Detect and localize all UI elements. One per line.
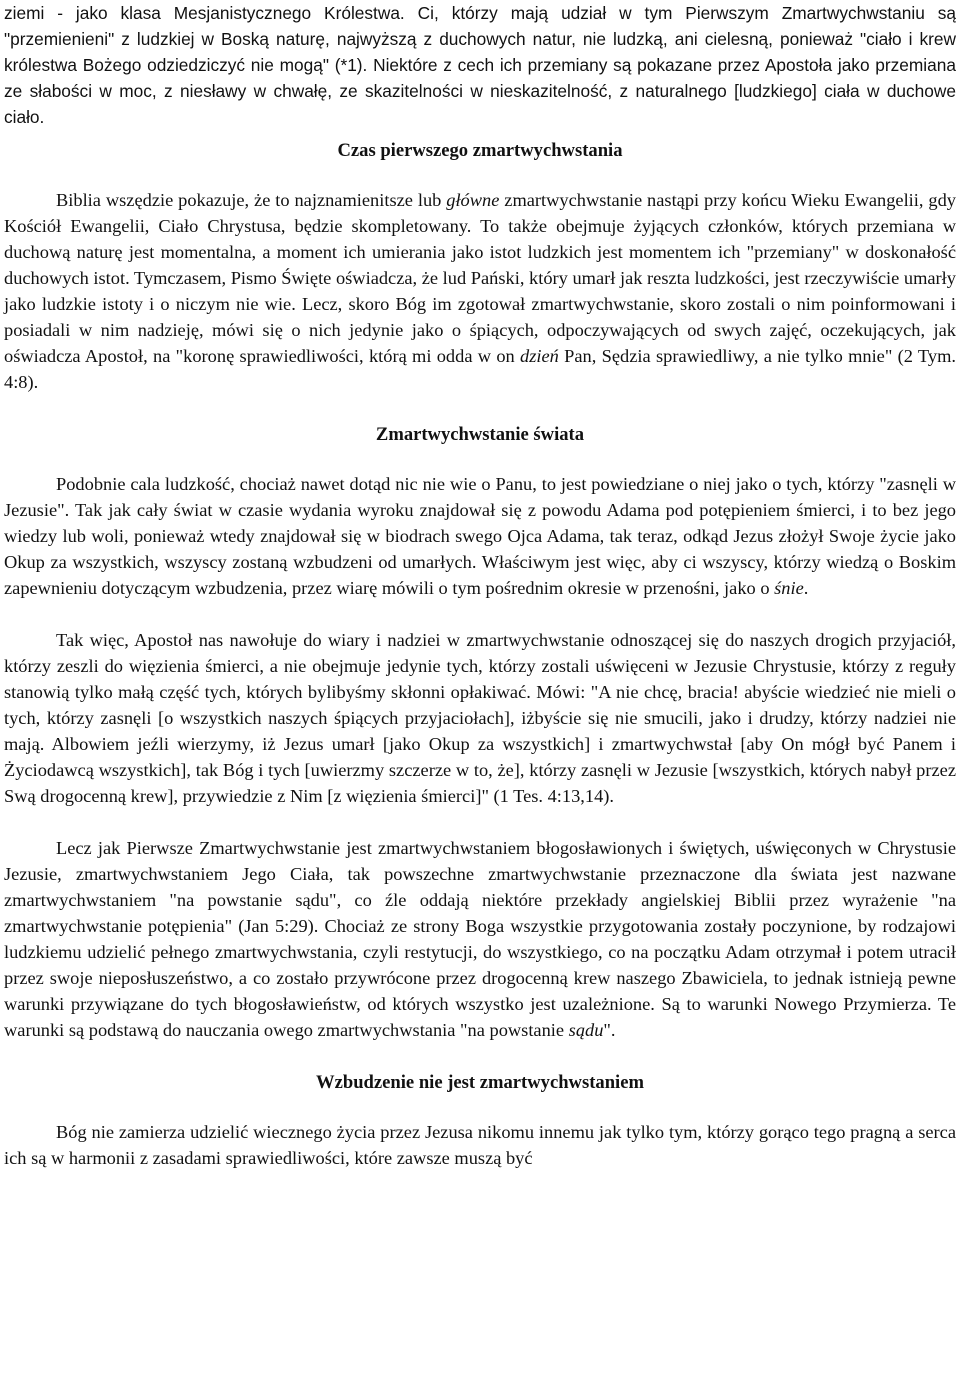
paragraph-intro [4,0,956,130]
paragraph-intro-part1: ziemi - jako klasa Mesjanistycznego Królestwa. Ci, którzy mają udział w tym Pierwszym Zmartwychwstaniu są "przemienieni" z ludzkiej w Boską naturę, najwyższą z duchowych natur, nie ludzką, ani cielesną, ponieważ "ciało i krew królestwa Bożego odziedziczyć nie mogą" (*1). [4,3,956,75]
paragraph-judgment-resurrection [4,835,956,1043]
text-span: Biblia wszędzie pokazuje, że to najznamienitsze lub [56,190,447,210]
document-page [4,0,956,1171]
section-heading-world-resurrection: Zmartwychwstanie świata [375,424,585,445]
paragraph-first-resurrection [4,187,956,395]
emphasis-glowne: główne [446,190,500,210]
paragraph-apostle-exhortation: Tak więc, Apostoł nas nawołuje do wiary i nadziei w zmartwychwstanie odnoszącej się do naszych drogich przyjaciół, którzy zeszli do więzienia śmierci, a nie obejmuje jedynie tych, którzy zostali uświęceni w Jezusie Chrystusie, którzy z reguły stanowią tylko małą część tych, których bylibyśmy skłonni opłakiwać. Mówi: "A nie chcę, bracia! abyście wiedzieć nie mieli o tych, którzy zasnęli [o wszystkich naszych śpiących przyjaciołach], iżbyście się nie smucili, jako i drudzy, którzy nadziei nie mają. Albowiem jeźli wierzymy, iż Jezus umarł [jako Okup za wszystkich] i zmartwychwstał [aby On mógł być Panem i Życiodawcą wszystkich], tak Bóg i tych [uwierzmy szczerze w to, że], którzy zasnęli w Jezusie [wszystkich, których nabył przez Swą drogocenną krew], przywiedzie z Nim [z więzienia śmierci]" (1 Tes. 4:13,14). [4,630,956,806]
emphasis-snie: śnie [774,578,804,598]
text-span: Lecz jak Pierwsze Zmartwychwstanie jest zmartwychwstaniem błogosławionych i świętych, uświęconych w Chrystusie Jezusie, zmartwychwstaniem Jego Ciała, tak powszechne zmartwychwstanie przeznaczone dla świata jest nazwane zmartwychwstaniem "na powstanie sądu", co źle oddają niektóre przekłady angielskiej Biblii przez wyrażenie "na zmartwychwstanie potępienia" (Jan 5:29). Chociaż ze strony Boga wszystkie przygotowania zostały poczynione, by rodzajowi ludzkiemu udzielić pełnego zmartwychwstania, czyli restytucji, do wszystkiego, co na początku Adam otrzymał i potem utracił przez swoje nieposłuszeństwo, a co zostało przywrócone przez drogocenną krew naszego Zbawiciela, to jednak istnieją pewne warunki przywiązane do tych błogosławieństw, od których wszystko jest uzależnione. Są to warunki Nowego Przymierza. Te warunki są podstawą do nauczania owego zmartwychwstania "na powstanie [4,838,956,1040]
paragraph-intro-part2: Niektóre z cech ich przemiany są pokazane przez Apostoła jako przemiana ze słabości w moc, z niesławy w chwałę, ze skazitelności w nieskazitelność, z naturalnego [ludzkiego] ciała w duchowe ciało. [4,55,956,127]
text-span: ". [603,1020,616,1040]
emphasis-dzien: dzień [520,346,559,366]
text-span: . [803,578,809,598]
section-heading-awakening: Wzbudzenie nie jest zmartwychwstaniem [316,1072,644,1093]
paragraph-eternal-life: Bóg nie zamierza udzielić wiecznego życia przez Jezusa nikomu innemu jak tylko tym, którzy gorąco tego pragną a serca ich są w harmonii z zasadami sprawiedliwości, które zawsze muszą być [4,1122,956,1168]
emphasis-sadu: sądu [568,1020,604,1040]
text-span: Podobnie cala ludzkość, chociaż nawet dotąd nic nie wie o Panu, to jest powiedziane o niej jako o tych, którzy "zasnęli w Jezusie". Tak jak cały świat w czasie wydania wyroku znajdował się z powodu Adama pod potępieniem śmierci, i to bez jego wiedzy lub woli, ponieważ wtedy znajdował się w biodrach swego Ojca Adama, tak teraz, odkąd Jezus złożył Swoje życie jako Okup za wszystkich, wszyscy zostaną wzbudzeni od umarłych. Właściwym jest więc, aby ci wszyscy, którzy wiedzą o Boskim zapewnieniu dotyczącym wzbudzenia, przez wiarę mówili o tym pośrednim okresie w przenośni, jako o [4,474,956,598]
paragraph-world-resurrection [4,471,956,601]
text-span: Pan, Sędzia sprawiedliwy, a nie tylko mnie" (2 Tym. 4:8). [4,346,956,392]
text-span: zmartwychwstanie nastąpi przy końcu Wieku Ewangelii, gdy Kościół Ewangelii, Ciało Chrystusa, będzie skompletowany. To także obejmuje żyjących członków, których przemiana w duchową naturę jest momentalna, a moment ich umierania jako istot ludzkich jest momentem ich "przemiany" w doskonałość duchowych istot. Tymczasem, Pismo Święte oświadcza, że lud Pański, który umarł jak reszta ludzkości, jest rzeczywiście umarły jako ludzkie istoty i o niczym nie wie. Lecz, skoro Bóg im zgotował zmartwychwstanie, skoro zostali o nim poinformowani i posiadali w nim nadzieję, mówi się o nich jedynie jako o śpiących, odpoczywających od swych zajęć, oczekujących, jak oświadcza Apostoł, na "koronę sprawiedliwości, którą mi odda w on [4,190,956,366]
section-heading-first-resurrection-time: Czas pierwszego zmartwychwstania [337,140,623,161]
